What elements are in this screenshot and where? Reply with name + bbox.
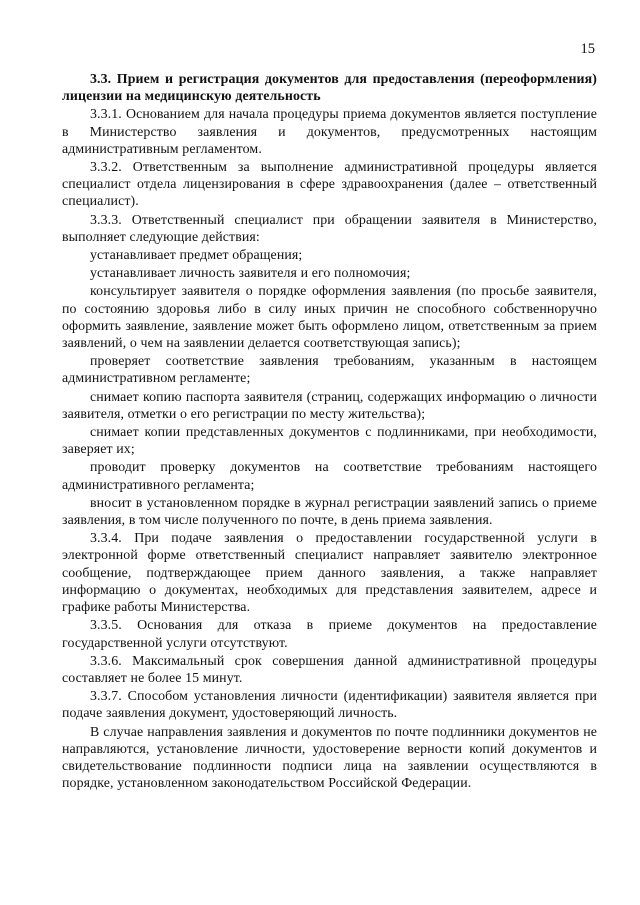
- section-heading: 3.3. Прием и регистрация документов для предоставления (переоформления) лицензии на медицинскую деятельность: [62, 72, 597, 105]
- paragraph-postal-submission: В случае направления заявления и документов по почте подлинники документов не направляются, установление личности, удостоверение верности копий документов и свидетельствование подлинности подписи лица на заявлении осуществляются в порядке, установленном законодательством Российской Федерации.: [62, 724, 597, 792]
- action-item: устанавливает личность заявителя и его полномочия;: [90, 266, 411, 282]
- paragraph-3-3-5: 3.3.5. Основания для отказа в приеме документов на предоставление государственной услуги отсутствуют.: [62, 618, 597, 651]
- paragraph-3-3-4: 3.3.4. При подаче заявления о предоставлении государственной услуги в электронной форме ответственный специалист направляет заявителю электронное сообщение, подтверждающее прием данного заявления, а также направляет информацию о документах, необходимых для представления заявителем, адресе и графике работы Министерства.: [62, 531, 597, 616]
- action-item: проводит проверку документов на соответствие требованиям настоящего административного регламента;: [62, 460, 597, 493]
- action-item: устанавливает предмет обращения;: [90, 248, 303, 264]
- action-item: снимает копии представленных документов с подлинниками, при необходимости, заверяет их;: [62, 425, 597, 458]
- paragraph-3-3-1: 3.3.1. Основанием для начала процедуры приема документов является поступление в Министерство заявления и документов, предусмотренных настоящим административным регламентом.: [62, 107, 597, 157]
- page-number: 15: [580, 41, 595, 57]
- action-item: снимает копию паспорта заявителя (страниц, содержащих информацию о личности заявителя, отметки о его регистрации по месту жительства);: [62, 389, 597, 422]
- action-item: проверяет соответствие заявления требованиям, указанным в настоящем административном регламенте;: [62, 354, 597, 387]
- action-item: вносит в установленном порядке в журнал регистрации заявлений запись о приеме заявления, в том числе полученного по почте, в день приема заявления.: [62, 495, 597, 529]
- paragraph-3-3-6: 3.3.6. Максимальный срок совершения данной административной процедуры составляет не более 15 минут.: [62, 653, 597, 686]
- paragraph-3-3-3: 3.3.3. Ответственный специалист при обращении заявителя в Министерство, выполняет следующие действия:: [62, 212, 597, 245]
- action-item: консультирует заявителя о порядке оформления заявления (по просьбе заявителя, по состоянию здоровья либо в силу иных причин не способного собственноручно оформить заявление, заявление может быть оформлено лицом, ответственным за прием заявлений, о чем на заявлении делается соответствующая запись);: [62, 284, 597, 352]
- paragraph-3-3-2: 3.3.2. Ответственным за выполнение административной процедуры является специалист отдела лицензирования в сфере здравоохранения (далее – ответственный специалист).: [62, 160, 597, 210]
- document-body: [62, 71, 597, 792]
- paragraph-3-3-7: 3.3.7. Способом установления личности (идентификации) заявителя является при подаче заявления документ, удостоверяющий личность.: [62, 689, 597, 722]
